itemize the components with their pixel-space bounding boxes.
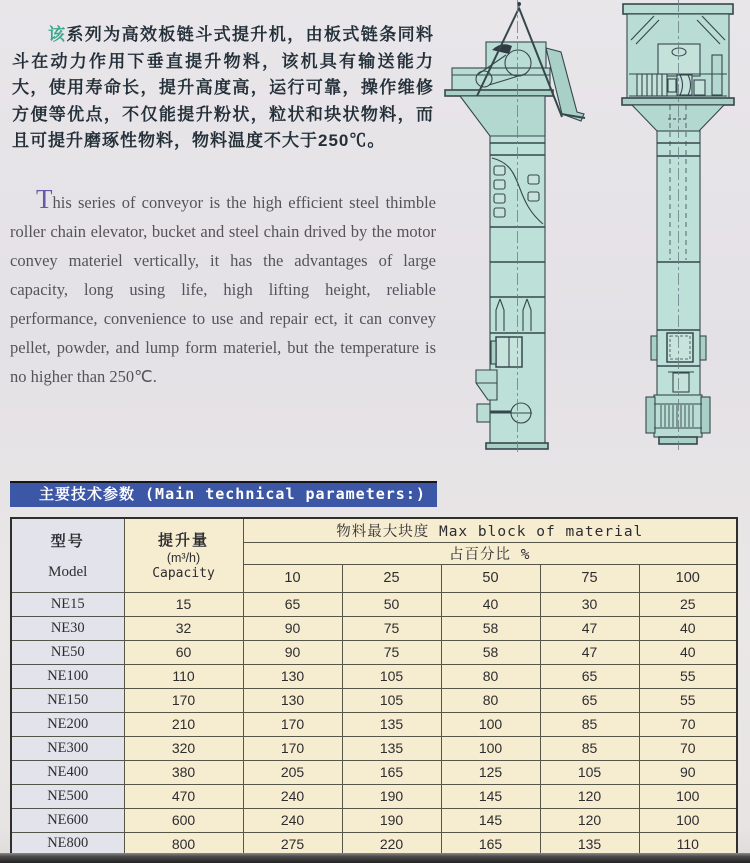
value-cell: 25 [639,592,737,616]
value-cell: 130 [243,688,342,712]
table-body [11,592,737,856]
table-row [11,688,737,712]
value-cell: 65 [540,664,639,688]
value-cell: 47 [540,640,639,664]
value-cell: 55 [639,664,737,688]
value-cell: 40 [441,592,540,616]
value-cell: 90 [243,616,342,640]
table-row [11,664,737,688]
capacity-cell: 170 [124,688,243,712]
value-cell: 100 [441,712,540,736]
value-cell: 70 [639,736,737,760]
model-cell: NE500 [11,784,124,808]
value-cell: 55 [639,688,737,712]
value-cell: 100 [441,736,540,760]
value-cell: 80 [441,688,540,712]
value-cell: 125 [441,760,540,784]
value-cell: 100 [639,784,737,808]
capacity-cell: 60 [124,640,243,664]
value-cell: 47 [540,616,639,640]
table-row [11,760,737,784]
capacity-cell: 380 [124,760,243,784]
chinese-intro-text: 系列为高效板链斗式提升机，由板式链条同料斗在动力作用下垂直提升物料，该机具有输送能力大，使用寿命长，提升高度高，运行可靠，操作维修方便等优点，不仅能提升粉状，粒状和块状物料，而且可提升磨琢性物料，物料温度不大于250℃。 [12,25,435,151]
percent-col-header-25: 25 [342,564,441,592]
value-cell: 205 [243,760,342,784]
capacity-cell: 15 [124,592,243,616]
model-cell: NE200 [11,712,124,736]
value-cell: 220 [342,832,441,856]
elevator-technical-drawings [430,0,750,460]
table-row [11,712,737,736]
value-cell: 70 [639,712,737,736]
value-cell: 105 [342,688,441,712]
capacity-cell: 600 [124,808,243,832]
table-row [11,808,737,832]
value-cell: 145 [441,784,540,808]
value-cell: 58 [441,640,540,664]
value-cell: 105 [342,664,441,688]
value-cell: 50 [342,592,441,616]
chinese-lead-character: 该 [48,25,67,44]
english-drop-cap: T [36,183,53,214]
percent-col-header-50: 50 [441,564,540,592]
percent-col-header-75: 75 [540,564,639,592]
value-cell: 190 [342,784,441,808]
english-intro-paragraph [10,183,436,391]
capacity-header-zh: 提升量 [157,532,209,550]
elevator-front-view-drawing [622,0,734,450]
parameters-table [10,517,738,857]
value-cell: 85 [540,736,639,760]
value-cell: 110 [639,832,737,856]
section-header-text: 主要技术参数 (Main technical parameters:) [39,485,426,503]
table-row [11,784,737,808]
table-row [11,736,737,760]
value-cell: 75 [342,640,441,664]
model-cell: NE30 [11,616,124,640]
value-cell: 105 [540,760,639,784]
capacity-cell: 110 [124,664,243,688]
max-block-header: 物料最大块度 Max block of material [243,518,737,542]
value-cell: 65 [540,688,639,712]
value-cell: 58 [441,616,540,640]
value-cell: 100 [639,808,737,832]
value-cell: 240 [243,808,342,832]
capacity-cell: 320 [124,736,243,760]
value-cell: 120 [540,808,639,832]
chinese-intro-paragraph [12,22,434,155]
capacity-cell: 210 [124,712,243,736]
value-cell: 130 [243,664,342,688]
model-cell: NE15 [11,592,124,616]
value-cell: 30 [540,592,639,616]
page-bottom-scan-edge [0,853,750,863]
percent-col-header-100: 100 [639,564,737,592]
model-cell: NE50 [11,640,124,664]
value-cell: 165 [342,760,441,784]
value-cell: 135 [342,712,441,736]
capacity-column-header [124,518,243,592]
model-cell: NE800 [11,832,124,856]
capacity-cell: 470 [124,784,243,808]
section-header-bar [10,481,437,507]
value-cell: 135 [342,736,441,760]
model-cell: NE300 [11,736,124,760]
value-cell: 165 [441,832,540,856]
value-cell: 90 [639,760,737,784]
value-cell: 135 [540,832,639,856]
value-cell: 80 [441,664,540,688]
value-cell: 40 [639,640,737,664]
elevator-side-view-drawing [445,0,585,452]
value-cell: 240 [243,784,342,808]
model-header-en: Model [48,563,88,580]
table-header-row-1 [11,518,737,542]
model-column-header [11,518,124,592]
capacity-header-unit: (m³/h) [166,551,201,566]
percent-label-header: 占百分比 % [243,542,737,564]
table-row [11,592,737,616]
value-cell: 85 [540,712,639,736]
value-cell: 120 [540,784,639,808]
capacity-header-en: Capacity [152,566,215,582]
model-cell: NE600 [11,808,124,832]
english-intro-text: his series of conveyor is the high efficient steel thimble roller chain elevator, bucket and steel chain drived by the motor convey materiel vertically, it has the advantages of large capacity, long using life, high lifting height, reliable performance, convenience to use and repair ect, it can convey pellet, powder, and lump form materiel, but the temperature is no higher than 250℃. [10,192,436,386]
model-cell: NE100 [11,664,124,688]
model-cell: NE150 [11,688,124,712]
table-row [11,616,737,640]
percent-col-header-10: 10 [243,564,342,592]
value-cell: 75 [342,616,441,640]
table-row [11,640,737,664]
value-cell: 170 [243,712,342,736]
value-cell: 40 [639,616,737,640]
value-cell: 170 [243,736,342,760]
capacity-cell: 800 [124,832,243,856]
value-cell: 90 [243,640,342,664]
model-cell: NE400 [11,760,124,784]
value-cell: 275 [243,832,342,856]
capacity-cell: 32 [124,616,243,640]
model-header-zh: 型号 [50,532,85,550]
value-cell: 145 [441,808,540,832]
value-cell: 190 [342,808,441,832]
value-cell: 65 [243,592,342,616]
